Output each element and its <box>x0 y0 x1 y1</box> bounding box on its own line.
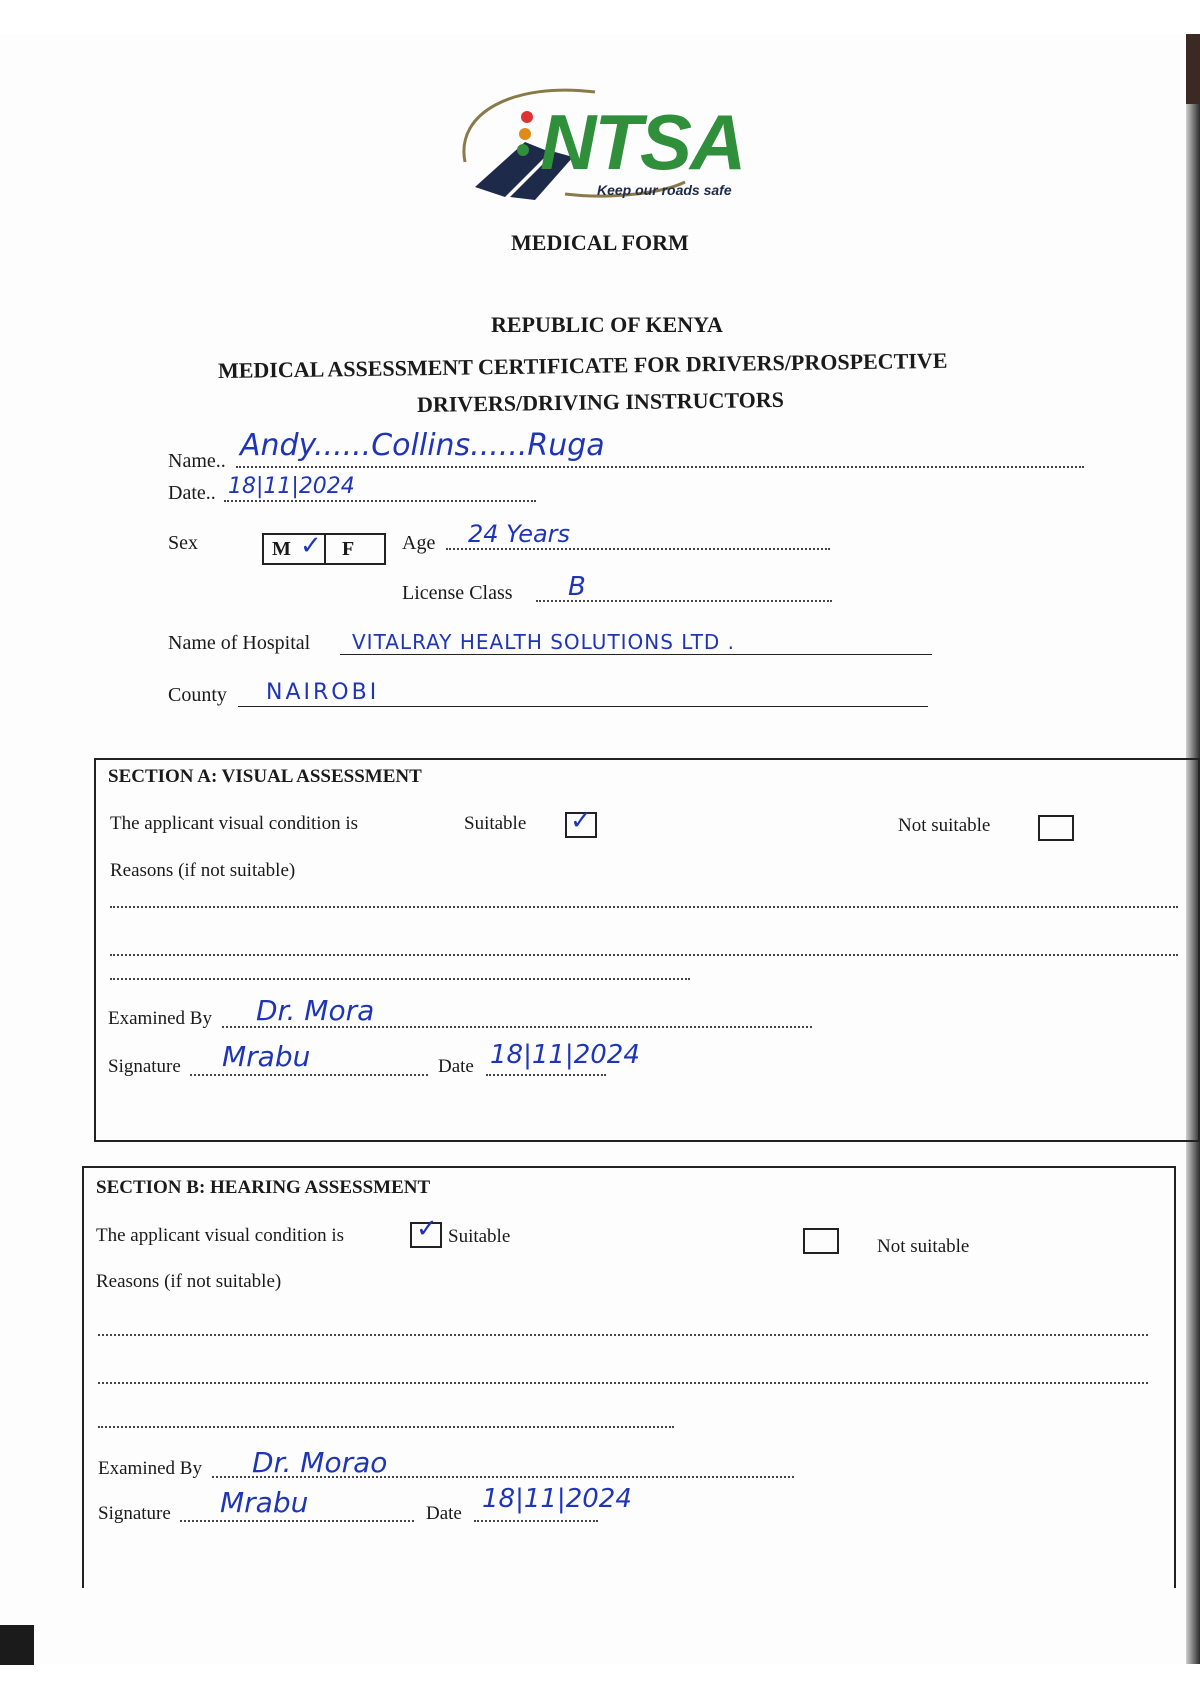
sex-m-check-icon: ✓ <box>300 531 322 561</box>
section-b-signature-value: Mrabu <box>220 1486 309 1519</box>
sex-box <box>262 533 386 565</box>
section-a-signature-line <box>190 1074 428 1076</box>
section-a-date-line <box>486 1074 606 1076</box>
section-a-reasons-line-2 <box>110 954 1178 956</box>
section-a-reasons-label: Reasons (if not suitable) <box>110 860 296 881</box>
section-a-condition-text: The applicant visual condition is <box>110 813 359 834</box>
section-b-date-line <box>474 1520 598 1522</box>
name-dotted-line <box>236 466 1084 468</box>
county-underline <box>238 706 928 707</box>
section-b-date-label: Date <box>426 1503 462 1524</box>
section-a-examined-line <box>222 1026 812 1028</box>
section-a-reasons-line-3 <box>110 978 690 980</box>
age-value: 24 Years <box>468 520 571 548</box>
logo-tagline: Keep our roads safe <box>597 182 732 198</box>
section-a-suitable-label: Suitable <box>464 813 527 834</box>
scan-corner-bottom-left <box>0 1625 34 1665</box>
section-a-heading: SECTION A: VISUAL ASSESSMENT <box>108 766 422 787</box>
section-a-examined-label: Examined By <box>108 1008 212 1029</box>
section-b-examined-line <box>212 1476 794 1478</box>
section-a-examined-value: Dr. Mora <box>256 994 375 1027</box>
sex-divider <box>324 535 326 563</box>
section-a-not-suitable-label: Not suitable <box>898 815 991 836</box>
license-class-dotted-line <box>536 600 832 602</box>
date-value: 18|11|2024 <box>228 474 355 499</box>
hospital-value: VITALRAY HEALTH SOLUTIONS LTD . <box>352 630 736 654</box>
section-b-reasons-label: Reasons (if not suitable) <box>96 1271 282 1292</box>
section-a-date-label: Date <box>438 1056 474 1077</box>
section-b-suitable-check-icon: ✓ <box>416 1214 438 1244</box>
section-a-suitable-check-icon: ✓ <box>570 806 592 836</box>
section-b-not-suitable-label: Not suitable <box>877 1236 970 1257</box>
section-b-examined-label: Examined By <box>98 1458 202 1479</box>
section-a-reasons-line-1 <box>110 906 1178 908</box>
section-b-signature-line <box>180 1520 414 1522</box>
form-title: MEDICAL FORM <box>511 230 689 255</box>
section-b-date-value: 18|11|2024 <box>482 1484 632 1514</box>
sex-f-option[interactable]: F <box>342 538 355 560</box>
name-value: Andy......Collins......Ruga <box>240 428 605 463</box>
section-a-date-value: 18|11|2024 <box>490 1040 640 1070</box>
section-b-not-suitable-checkbox[interactable] <box>803 1228 839 1254</box>
hospital-underline <box>340 654 932 655</box>
section-b-reasons-line-3 <box>98 1426 674 1428</box>
section-b-examined-value: Dr. Morao <box>252 1446 388 1479</box>
age-dotted-line <box>446 548 830 550</box>
section-a-signature-label: Signature <box>108 1056 181 1077</box>
section-a-signature-value: Mrabu <box>222 1040 311 1073</box>
section-a-not-suitable-checkbox[interactable] <box>1038 815 1074 841</box>
section-b-suitable-label: Suitable <box>448 1226 511 1247</box>
county-label: County <box>168 684 227 706</box>
section-b-heading: SECTION B: HEARING ASSESSMENT <box>96 1177 431 1198</box>
date-dotted-line <box>224 500 536 502</box>
age-label: Age <box>402 532 436 554</box>
section-b-reasons-line-1 <box>98 1334 1148 1336</box>
county-value: NAIROBI <box>266 680 380 705</box>
sex-m-option[interactable]: M <box>272 538 291 560</box>
section-b-signature-label: Signature <box>98 1503 171 1524</box>
section-b-condition-text: The applicant visual condition is <box>96 1225 345 1246</box>
scan-corner-top-right <box>1186 34 1200 104</box>
sex-label: Sex <box>168 532 198 554</box>
country-title: REPUBLIC OF KENYA <box>491 312 723 337</box>
logo-brand-text: NTSA <box>540 98 745 186</box>
date-label: Date.. <box>168 482 216 504</box>
license-class-label: License Class <box>402 582 513 604</box>
ntsa-logo <box>455 82 755 212</box>
license-class-value: B <box>568 572 586 602</box>
hospital-label: Name of Hospital <box>168 632 311 654</box>
name-label: Name.. <box>168 450 226 472</box>
certificate-title-line2: DRIVERS/DRIVING INSTRUCTORS <box>416 386 785 417</box>
certificate-title-line1: MEDICAL ASSESSMENT CERTIFICATE FOR DRIVERS/PROSPECTIVE <box>217 347 948 383</box>
section-b-reasons-line-2 <box>98 1382 1148 1384</box>
